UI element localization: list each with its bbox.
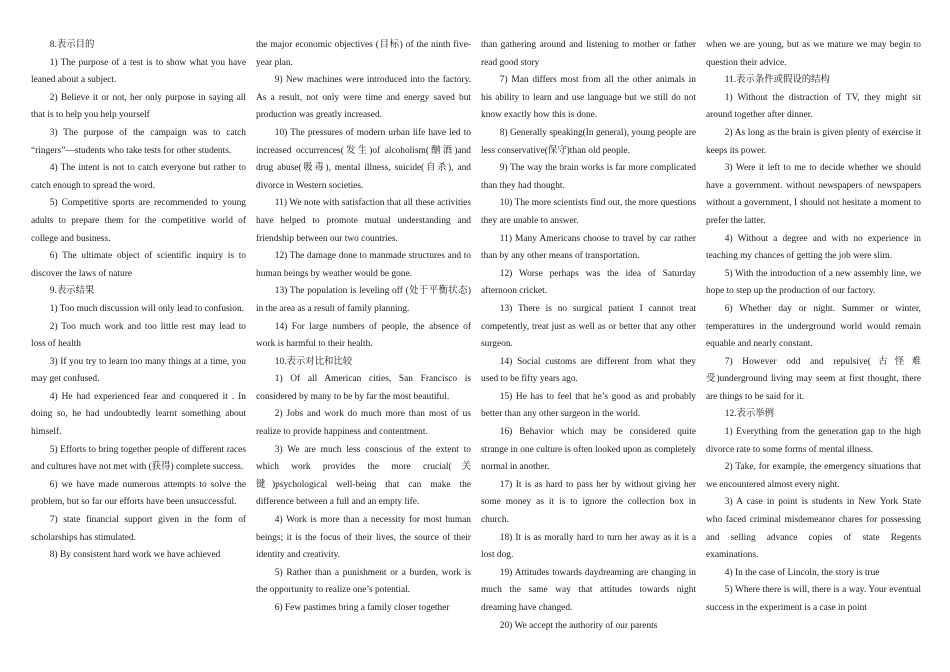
section-heading: 10.表示对比和比较 — [274, 356, 353, 367]
text-column-3 — [481, 37, 696, 672]
text-column-1 — [31, 37, 246, 672]
paragraph: 18) It is as morally hard to turn her away as it is a lost dog. — [481, 532, 696, 561]
paragraph: 13) The population is leveling off (处于平衡状态) in the area as a result of family planning. — [256, 286, 471, 314]
paragraph: 2) Too much work and too little rest may lead to loss of health — [31, 321, 246, 350]
section-heading: 11.表示条件或假设的结构 — [724, 75, 830, 86]
paragraph: 13) There is no surgical patient I cannot treat competently, treat just as well as or better that any other surgeon. — [481, 303, 696, 350]
paragraph: 6) we have made numerous attempts to solve the problem, but so far our efforts have been unsuccessful. — [31, 479, 246, 508]
paragraph: 3) We are much less conscious of the extent to which work provides the more crucial(关键)psychological well-being that can make the difference between a full and an empty life. — [256, 444, 471, 508]
section-heading: 9.表示结果 — [49, 286, 95, 297]
paragraph: 10) The pressures of modern urban life have led to increased occurrences(发生)of alcoholism(酗酒)and drug abuse(吸毒), mental illness, suicide(自杀), and divorce in Western societies. — [256, 127, 471, 191]
paragraph: 1) Of all American cities, San Francisco is considered by many to be by far the most beautiful. — [256, 374, 471, 402]
paragraph: 5) Where there is will, there is a way. Your eventual success in the experiment is a case in point — [706, 585, 921, 613]
paragraph: 2) Jobs and work do much more than most of us realize to provide happiness and contentment. — [256, 409, 471, 438]
paragraph: 16) Behavior which may be considered quite strange in one culture is often looked upon as completely normal in another. — [481, 427, 696, 473]
paragraph: 4) Without a degree and with no experience in teaching my chances of getting the job were slim. — [706, 233, 921, 262]
paragraph: 12) Worse perhaps was the idea of Saturday afternoon cricket. — [481, 268, 696, 297]
paragraph: 12) The damage done to manmade structures and to human beings by weather would be gone. — [256, 251, 471, 279]
paragraph: 7) state financial support given in the form of scholarships has stimulated. — [31, 515, 246, 543]
paragraph: 11) We note with satisfaction that all these activities have helped to promote mutual understanding and friendship between our two countries. — [256, 198, 471, 244]
paragraph: 2) As long as the brain is given plenty of exercise it keeps its power. — [706, 127, 921, 156]
paragraph: 3) A case in point is students in New York State who faced criminal misdemeanor chares for possessing and selling advance copies of state Regents examinations. — [706, 497, 921, 561]
text-column-2 — [256, 37, 471, 672]
paragraph: 1) The purpose of a test is to show what you have leaned about a subject. — [31, 57, 246, 86]
paragraph: 1) Everything from the generation gap to the high divorce rate to some forms of mental illness. — [706, 427, 921, 455]
paragraph: 5) With the introduction of a new assembly line, we hope to step up the production of our factory. — [706, 268, 921, 297]
paragraph: 3) If you try to learn too many things at a time, you may get confused. — [31, 356, 246, 385]
paragraph: 7) However odd and repulsive(古怪难受)underground living may seem at first thought, there are things to be said for it. — [706, 356, 921, 402]
paragraph: 1) Without the distraction of TV, they might sit around together after dinner. — [706, 92, 921, 121]
paragraph: 14) Social customs are different from what they used to be fifty years ago. — [481, 356, 696, 385]
paragraph: 8) Generally speaking(In general), young people are less conservative(保守)than old people. — [481, 127, 696, 156]
paragraph: than gathering around and listening to mother or father read good story — [481, 40, 696, 68]
paragraph: 5) Rather than a punishment or a burden, work is the opportunity to realize one’s potential. — [256, 567, 471, 596]
paragraph: 4) In the case of Lincoln, the story is true — [724, 567, 880, 578]
paragraph: 7) Man differs most from all the other animals in his ability to learn and use language but we still do not know exactly how this is done. — [481, 75, 696, 121]
paragraph: 9) New machines were introduced into the factory. As a result, not only were time and energy saved but production was greatly increased. — [256, 75, 471, 121]
paragraph: 6) The ultimate object of scientific inquiry is to discover the laws of nature — [31, 251, 246, 279]
paragraph: 4) He had experienced fear and conquered it . In doing so, he had undoubtedly learnt something about himself. — [31, 391, 246, 438]
paragraph: 6) Few pastimes bring a family closer together — [274, 603, 450, 613]
paragraph: 5) Efforts to bring together people of different races and cultures have not met with (获得) complete success. — [31, 444, 246, 473]
section-heading: 8.表示目的 — [49, 40, 95, 50]
paragraph: 10) The more scientists find out, the more questions they are unable to answer. — [481, 198, 696, 226]
paragraph: 19) Attitudes towards daydreaming are changing in much the same way that attitudes towards night dreaming have changed. — [481, 567, 696, 613]
paragraph: 15) He has to feel that he’s good as and probably better than any other surgeon in the world. — [481, 391, 696, 420]
paragraph: 2) Believe it or not, her only purpose in saying all that is to help you help yourself — [31, 92, 246, 121]
paragraph: 4) The intent is not to catch everyone but rather to catch enough to spread the word. — [31, 163, 246, 191]
paragraph: 6) Whether day or night. Summer or winter, temperatures in the underground world would remain equable and nearly constant. — [706, 303, 921, 350]
section-heading: 12.表示举例 — [724, 409, 775, 420]
paragraph: 9) The way the brain works is far more complicated than they had thought. — [481, 163, 696, 191]
paragraph: 5) Competitive sports are recommended to young adults to prepare them for the competitive world of college and business. — [31, 198, 246, 244]
paragraph: 3) Were it left to me to decide whether we should have a government. without newspapers of newspapers without a government, I should not hesitate a moment to prefer the latter. — [706, 163, 921, 226]
paragraph: 4) Work is more than a necessity for most human beings; it is the focus of their lives, the source of their identity and creativity. — [256, 515, 471, 561]
paragraph: 1) Too much discussion will only lead to confusion. — [49, 303, 245, 314]
paragraph: when we are young, but as we mature we may begin to question their advice. — [706, 40, 921, 68]
paragraph: 3) The purpose of the campaign was to catch “ringers”—students who take tests for other students. — [31, 127, 246, 156]
paragraph: 8) By consistent hard work we have achieved — [49, 550, 221, 561]
paragraph: 2) Take, for example, the emergency situations that we encountered almost every night. — [706, 462, 921, 490]
paragraph: 17) It is as hard to pass her by without giving her some money as it is to ignore the collection box in church. — [481, 479, 696, 526]
text-column-4 — [706, 37, 921, 672]
paragraph: 11) Many Americans choose to travel by car rather than by any other means of transportation. — [481, 233, 696, 262]
paragraph: 14) For large numbers of people, the absence of work is harmful to their health. — [256, 321, 471, 350]
paragraph: 20) We accept the authority of our parents — [499, 620, 658, 631]
paragraph: the major economic objectives (目标) of the ninth five-year plan. — [256, 40, 471, 68]
